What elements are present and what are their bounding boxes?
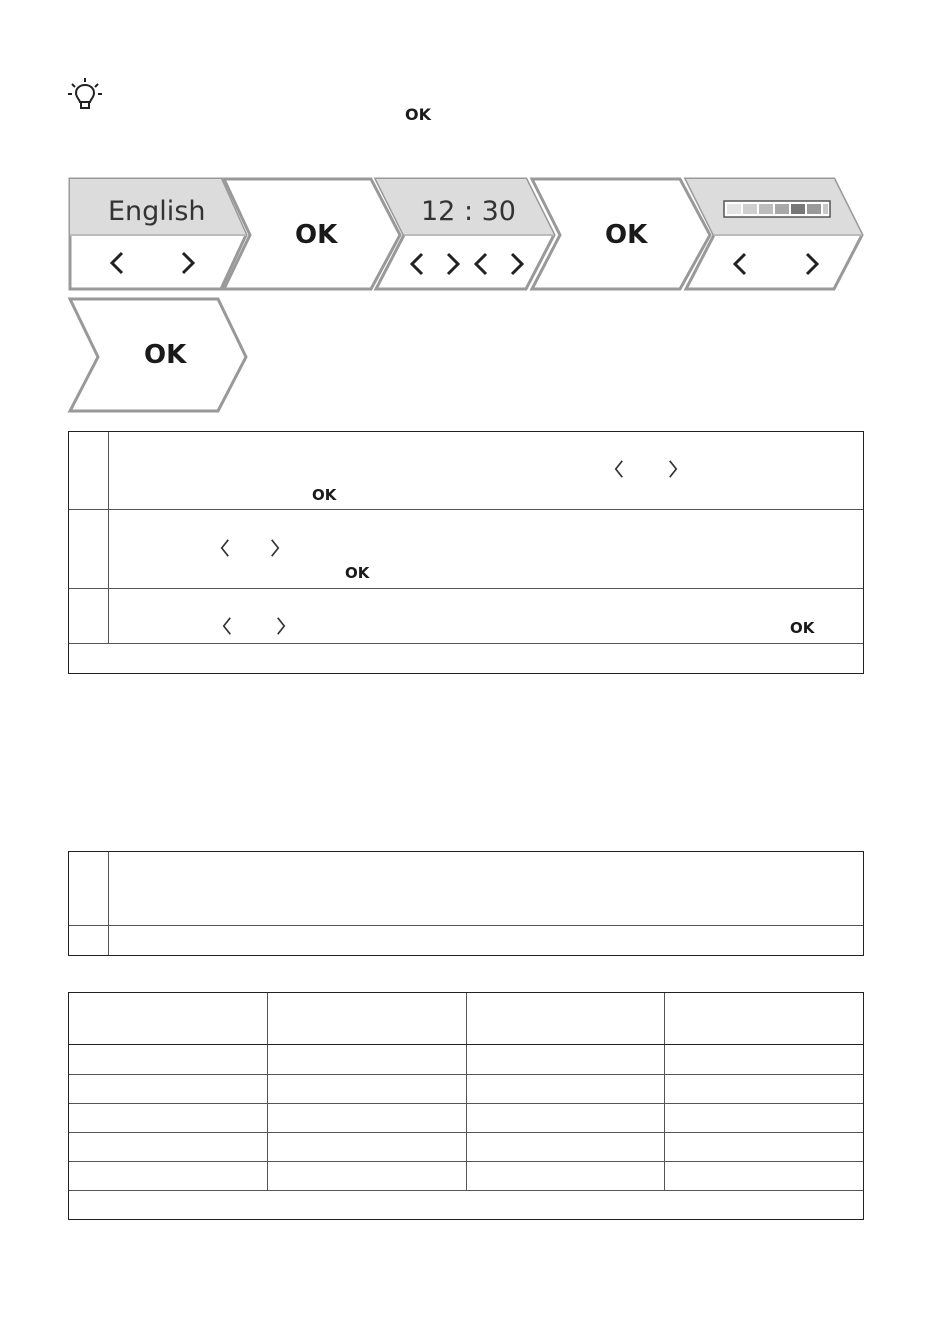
lightbulb-icon	[66, 76, 104, 114]
chevron-left-icon	[218, 615, 236, 637]
chevron-left-icon	[470, 251, 492, 277]
chevron-right-icon	[177, 250, 199, 276]
ok-label: OK	[312, 486, 337, 504]
chevron-right-icon	[442, 251, 464, 277]
chevron-right-icon	[664, 458, 682, 480]
ok-label: OK	[345, 564, 370, 582]
chevron-right-icon	[506, 251, 528, 277]
chevron-right-icon	[272, 615, 290, 637]
instruction-table	[68, 431, 864, 674]
chevron-right-icon	[801, 251, 823, 277]
language-display: English	[108, 196, 206, 227]
step-ok-1-label: OK	[295, 220, 338, 250]
chevron-left-icon	[106, 250, 128, 276]
note-table	[68, 851, 864, 956]
chevron-left-icon	[729, 251, 751, 277]
tip-ok-label: OK	[405, 105, 431, 124]
chevron-left-icon	[216, 537, 234, 559]
step-ok-3-label: OK	[144, 340, 187, 370]
ok-label: OK	[790, 619, 815, 637]
chevron-left-icon	[406, 251, 428, 277]
chevron-left-icon	[610, 458, 628, 480]
step-ok-2-label: OK	[605, 220, 648, 250]
time-display: 12 : 30	[421, 196, 516, 227]
step-brightness-shape	[686, 179, 862, 289]
data-table	[68, 992, 864, 1220]
chevron-right-icon	[266, 537, 284, 559]
